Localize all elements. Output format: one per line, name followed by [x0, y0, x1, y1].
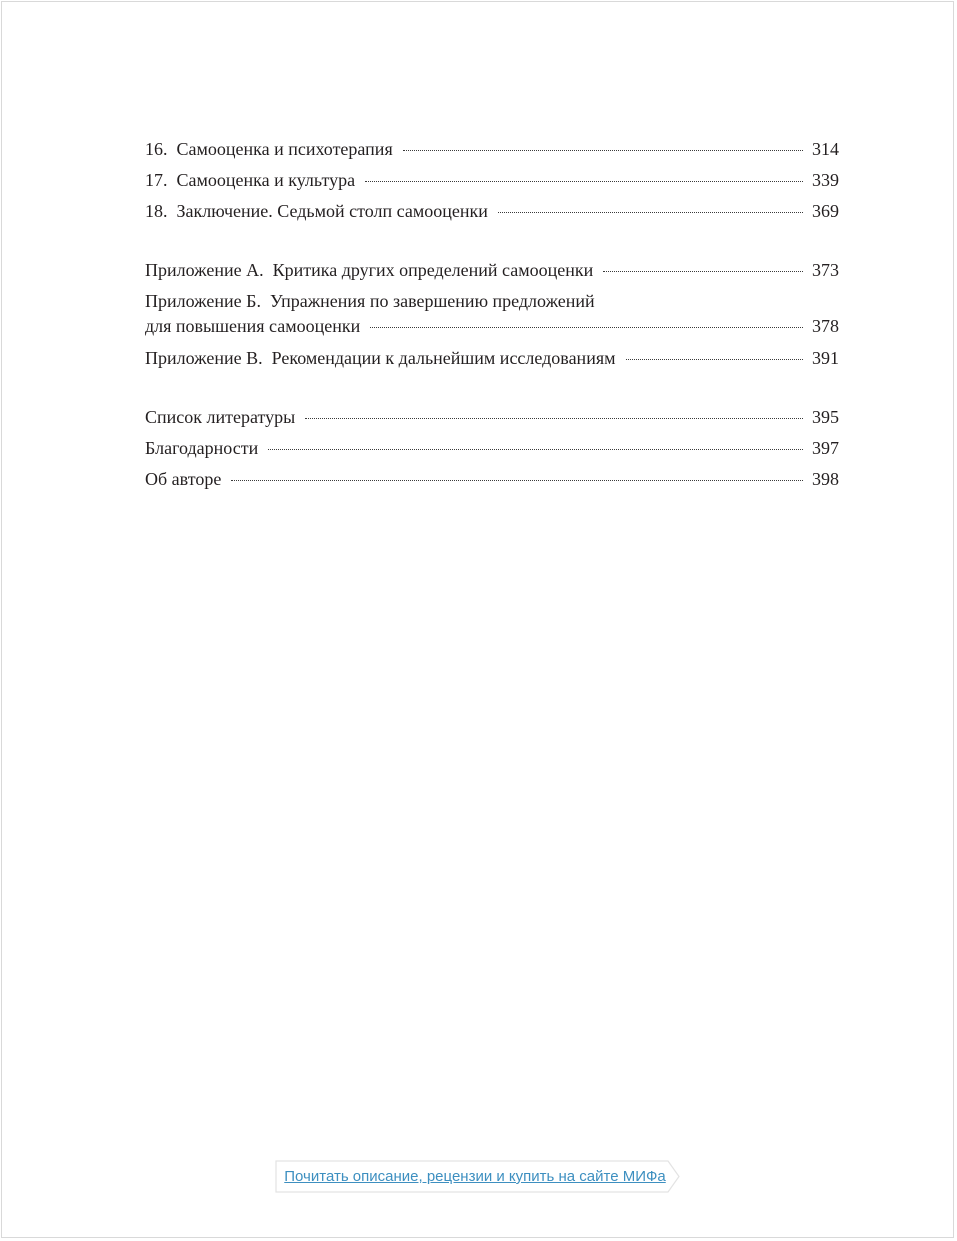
toc-page-number: 339 — [812, 170, 839, 190]
toc-entry-title: Самооценка и культура — [176, 170, 356, 190]
dot-leader — [365, 181, 803, 182]
toc-entry-appendix-a[interactable] — [145, 257, 839, 288]
mif-store-link[interactable]: Почитать описание, рецензии и купить на сайте МИФа — [284, 1168, 666, 1185]
toc-entry-title: Заключение. Седьмой столп самооценки — [176, 201, 488, 221]
toc-entry-appendix-b[interactable] — [145, 288, 839, 345]
toc-page-number: 369 — [812, 201, 839, 221]
dot-leader — [268, 449, 803, 450]
toc-appendices — [145, 257, 839, 376]
toc-page-number: 391 — [812, 348, 839, 368]
dot-leader — [603, 271, 803, 272]
toc-page-number: 397 — [812, 438, 839, 458]
toc-entry-title-line1: Приложение Б. Упражнения по завершению предложений — [145, 291, 595, 311]
toc-page-number: 314 — [812, 139, 839, 159]
toc-entry-acknowledgements[interactable] — [145, 435, 839, 466]
toc-page-number: 398 — [812, 469, 839, 489]
toc-entry-16[interactable] — [145, 136, 839, 167]
toc-entry-title: Приложение В. Рекомендации к дальнейшим исследованиям — [145, 348, 616, 368]
dot-leader — [498, 212, 803, 213]
dot-leader — [231, 480, 803, 481]
toc-entry-bibliography[interactable] — [145, 404, 839, 435]
toc-entry-title-line2: для повышения самооценки — [145, 316, 361, 336]
table-of-contents — [145, 136, 839, 497]
dot-leader — [626, 359, 804, 360]
toc-entry-appendix-v[interactable] — [145, 345, 839, 376]
toc-page-number: 373 — [812, 260, 839, 280]
toc-entry-title: Приложение А. Критика других определений самооценки — [145, 260, 594, 280]
toc-entry-18[interactable] — [145, 198, 839, 229]
toc-entry-17[interactable] — [145, 167, 839, 198]
dot-leader — [305, 418, 803, 419]
toc-page-number: 395 — [812, 407, 839, 427]
toc-entry-title: Об авторе — [145, 469, 222, 489]
toc-entry-title: Самооценка и психотерапия — [176, 139, 393, 159]
toc-chapters — [145, 136, 839, 229]
toc-page-number: 378 — [812, 316, 839, 336]
toc-entry-title: Благодарности — [145, 438, 259, 458]
toc-entry-number: 17. — [145, 170, 168, 190]
toc-entry-title — [168, 136, 177, 162]
toc-entry-about-author[interactable] — [145, 466, 839, 497]
toc-entry-number: 18. — [145, 201, 168, 221]
dot-leader — [370, 327, 803, 328]
toc-entry-number: 16. — [145, 139, 168, 159]
toc-back-matter — [145, 404, 839, 497]
dot-leader — [403, 150, 803, 151]
mif-link-tag[interactable] — [275, 1160, 680, 1193]
toc-entry-title: Список литературы — [145, 407, 296, 427]
